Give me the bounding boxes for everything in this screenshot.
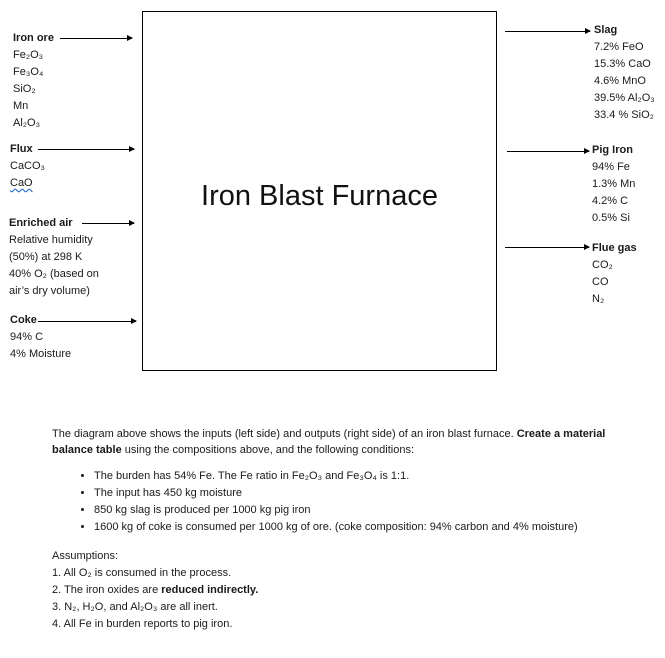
flux-item: CaCO₃ [10, 160, 46, 172]
assumptions-title: Assumptions: [52, 550, 119, 562]
arrow-enriched-air [82, 223, 134, 224]
arrow-slag [505, 31, 590, 32]
furnace-box [142, 11, 497, 371]
output-slag [594, 22, 655, 124]
arrow-pig-iron [507, 151, 589, 152]
iron-ore-item: SiO₂ [13, 83, 36, 95]
slag-item: 4.6% MnO [594, 75, 646, 87]
arrow-flue-gas [505, 247, 589, 248]
furnace-title: Iron Blast Furnace [201, 180, 438, 212]
enriched-air-item: Relative humidity [9, 234, 93, 246]
flux-label: Flux [10, 143, 33, 155]
enriched-air-item: air’s dry volume) [9, 285, 90, 297]
iron-ore-item: Mn [13, 100, 29, 112]
problem-description [52, 426, 612, 633]
iron-ore-item: Fe₂O₃ [13, 49, 44, 61]
flue-gas-item: CO [592, 276, 609, 288]
enriched-air-label: Enriched air [9, 217, 73, 229]
condition-item: • 850 kg slag is produced per 1000 kg pig iron [94, 502, 612, 519]
flue-gas-item: N₂ [592, 293, 605, 305]
flue-gas-item: CO₂ [592, 259, 613, 271]
intro-rest: using the compositions above, and the following conditions: [124, 444, 415, 456]
pig-iron-item: 0.5% Si [592, 212, 630, 224]
iron-ore-label: Iron ore [13, 32, 54, 44]
slag-item: 15.3% CaO [594, 58, 651, 70]
assumption-item: 4. All Fe in burden reports to pig iron. [52, 618, 233, 630]
pig-iron-item: 4.2% C [592, 195, 629, 207]
iron-ore-item: Fe₃O₄ [13, 66, 44, 78]
enriched-air-item: (50%) at 298 K [9, 251, 83, 263]
condition-item: • 1600 kg of coke is consumed per 1000 kg of ore. (coke composition: 94% carbon and 4% moisture) [94, 519, 612, 536]
input-coke [10, 312, 71, 363]
output-pig-iron [592, 142, 635, 227]
flux-item: CaO [10, 177, 33, 189]
assumption-text: 2. The iron oxides are [52, 584, 159, 596]
coke-label: Coke [10, 314, 37, 326]
assumption-item [52, 582, 612, 599]
arrow-iron-ore [60, 38, 132, 39]
pig-iron-label: Pig Iron [592, 144, 633, 156]
pig-iron-item: 94% Fe [592, 161, 630, 173]
assumption-item: 3. N₂, H₂O, and Al₂O₃ are all inert. [52, 601, 218, 613]
intro-paragraph [52, 426, 612, 458]
intro-bold: Create a material balance table [52, 428, 606, 456]
coke-item: 4% Moisture [10, 348, 72, 360]
output-flue-gas [592, 240, 637, 308]
assumption-bold: reduced indirectly. [161, 584, 259, 596]
arrow-coke [38, 321, 136, 322]
slag-item: 33.4 % SiO₂ [594, 109, 654, 121]
slag-item: 39.5% Al₂O₃ [594, 92, 655, 104]
conditions-list [52, 468, 612, 536]
input-iron-ore [13, 30, 54, 132]
flue-gas-label: Flue gas [592, 242, 637, 254]
iron-ore-item: Al₂O₃ [13, 117, 41, 129]
slag-item: 7.2% FeO [594, 41, 644, 53]
coke-item: 94% C [10, 331, 44, 343]
assumptions [52, 548, 612, 633]
slag-label: Slag [594, 24, 618, 36]
arrow-flux [38, 149, 134, 150]
condition-item: • The input has 450 kg moisture [94, 485, 612, 502]
pig-iron-item: 1.3% Mn [592, 178, 636, 190]
condition-item: • The burden has 54% Fe. The Fe ratio in Fe₂O₃ and Fe₃O₄ is 1:1. [94, 468, 612, 485]
assumption-item: 1. All O₂ is consumed in the process. [52, 567, 232, 579]
intro-text: The diagram above shows the inputs (left side) and outputs (right side) of an iron blast furnace. [52, 428, 514, 440]
enriched-air-item: 40% O₂ (based on [9, 268, 99, 280]
input-enriched-air [9, 215, 99, 300]
